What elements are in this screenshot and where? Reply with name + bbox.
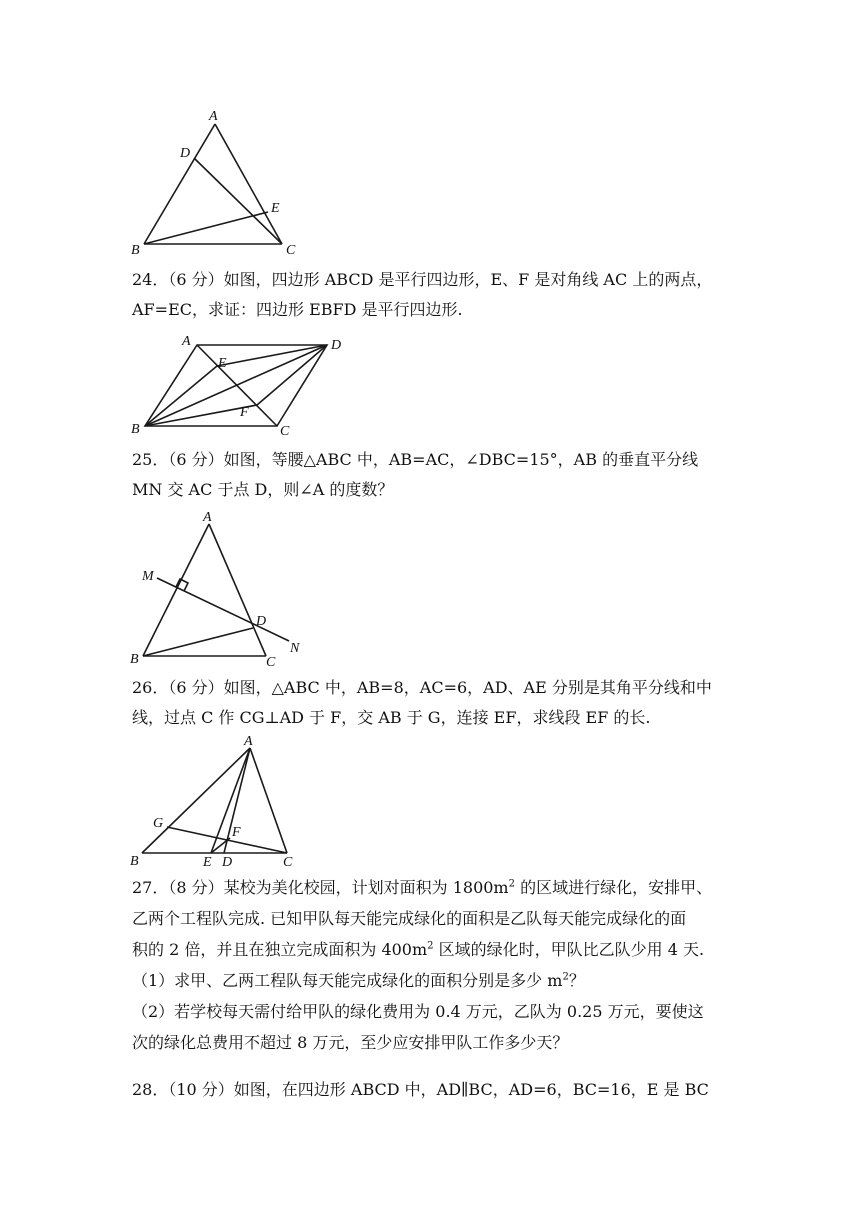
figure-24 (131, 334, 341, 439)
fig23-label-d: D (180, 146, 191, 161)
problem-27-sub-1: （1）求甲、乙两工程队每天能完成绿化的面积分别是多少 $m^2$？ (132, 971, 585, 990)
fig24-label-d: D (331, 338, 342, 353)
problem-25 (132, 445, 732, 505)
problem-27-sub-2-line-1: （2）若学校每天需付给甲队的绿化费用为 0.4 万元，乙队为 0.25 万元，要使这 (132, 1002, 704, 1021)
fig26-label-f: F (232, 825, 241, 840)
problem-27-line-2: 乙两个工程队完成. 已知甲队每天能完成绿化的面积是乙队每天能完成绿化的面 (132, 909, 687, 928)
problem-26 (132, 673, 732, 733)
problem-24 (132, 265, 732, 325)
fig26-label-d: D (222, 855, 233, 870)
fig24-label-c: C (280, 424, 290, 439)
fig24-label-e: E (218, 356, 227, 371)
fig25-label-c: C (266, 655, 276, 670)
fig25-label-n: N (290, 641, 300, 656)
problem-24-line-1: 24．（6 分）如图，四边形 ABCD 是平行四边形，E、F 是对角线 AC 上的两点， (132, 270, 713, 289)
fig26-label-e: E (203, 855, 212, 870)
fig25-label-b: B (130, 652, 139, 667)
problem-24-line-2: AF=EC，求证：四边形 EBFD 是平行四边形. (132, 300, 463, 319)
fig23-label-a: A (209, 109, 218, 124)
problem-28-line-1: 28．（10 分）如图，在四边形 ABCD 中，AD∥BC，AD=6，BC=16，E 是 BC (132, 1080, 709, 1099)
fig23-label-e: E (271, 201, 280, 216)
problem-27-sub-2-line-2: 次的绿化总费用不超过 8 万元，至少应安排甲队工作多少天？ (132, 1033, 569, 1052)
figure-25 (130, 510, 300, 670)
problem-25-line-2: MN 交 AC 于点 D，则∠A 的度数？ (132, 480, 394, 499)
problem-27-line-3: 积的 2 倍，并且在独立完成面积为 $400m^2$ 区域的绿化时，甲队比乙队少用 4 天. (132, 940, 705, 959)
fig26-label-c: C (283, 855, 293, 870)
figure-26 (130, 734, 293, 870)
problem-26-line-2: 线，过点 C 作 CG⊥AD 于 F，交 AB 于 G，连接 EF，求线段 EF 的长. (132, 708, 651, 727)
fig25-label-m: M (142, 569, 154, 584)
problem-28 (132, 1075, 732, 1105)
figure-23 (131, 109, 296, 258)
fig23-label-b: B (131, 243, 140, 258)
problem-25-line-1: 25．（6 分）如图，等腰△ABC 中，AB=AC，∠DBC=15°，AB 的垂直平分线 (132, 450, 699, 469)
fig26-label-a: A (244, 734, 253, 749)
problem-27 (132, 872, 732, 1058)
problem-26-line-1: 26．（6 分）如图，△ABC 中，AB=8，AC=6，AD、AE 分别是其角平分线和中 (132, 678, 712, 697)
fig23-label-c: C (286, 243, 296, 258)
fig25-label-a: A (203, 510, 212, 525)
fig24-label-f: F (240, 405, 249, 420)
fig26-label-g: G (153, 816, 164, 831)
fig25-label-d: D (256, 614, 267, 629)
fig26-label-b: B (130, 854, 139, 869)
fig24-label-a: A (182, 334, 191, 349)
problem-27-line-1: 27．（8 分）某校为美化校园，计划对面积为 $1800m^2$ 的区域进行绿化，安排甲、 (132, 878, 713, 897)
fig24-label-b: B (131, 422, 140, 437)
